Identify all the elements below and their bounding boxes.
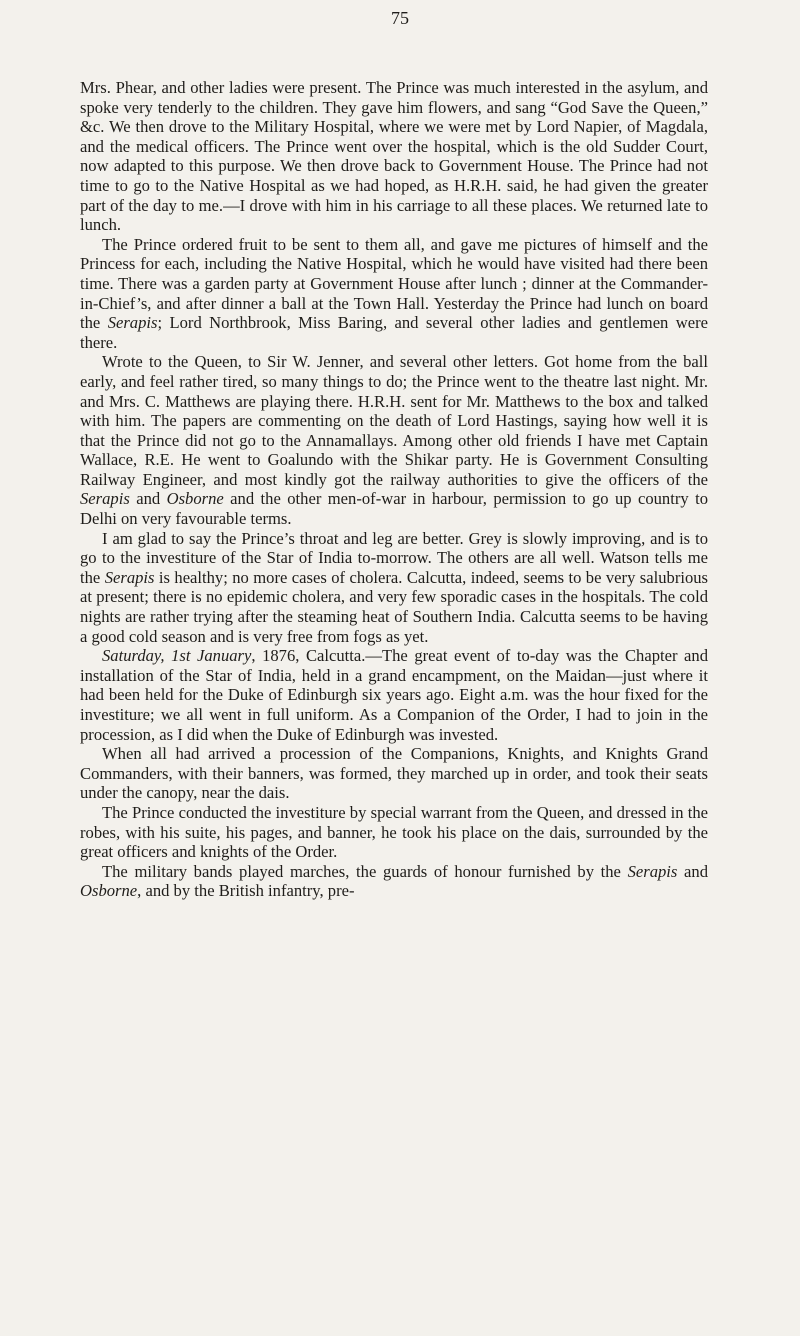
paragraph: [80, 744, 708, 803]
paragraph-text: The Prince ordered fruit to be sent to them all, and gave me pictures of himself and the Princess for each, including the Native Hospital, which he would have visited had there been time. There was a garden party at Government House after lunch ; dinner at the Commander-in-Chief’s, and after dinner a ball at the Town Hall. Yesterday the Prince had lunch on board the: [80, 234, 708, 333]
paragraph-text: is healthy; no more cases of cholera. Calcutta, indeed, seems to be very salubrious at present; there is no epidemic cholera, and very few sporadic cases in the hospitals. The cold nights are rather trying after the steaming heat of Southern India. Calcutta seems to be having a good cold season and is very free from fogs as yet.: [80, 567, 709, 646]
paragraph-text: , 1876, Calcutta.—The great event of to-day was the Chapter and installation of the Star of India, held in a grand encampment, on the Maidan—just where it had been held for the Duke of Edinburgh six years ago. Eight a.m. was the hour fixed for the investiture; we all went in full uniform. As a Companion of the Order, I had to join in the procession, as I did when the Duke of Edinburgh was invested.: [80, 646, 708, 744]
paragraph-text: I am glad to say the Prince’s throat and leg are better. Grey is slowly improving, and is to go to the investiture of the Star of India to-morrow. The others are all well. Watson tells me the: [80, 528, 708, 587]
paragraph: [80, 646, 708, 744]
dateline: Saturday, 1st January: [102, 646, 252, 666]
page-number: 75: [391, 8, 409, 28]
paragraph: [80, 78, 708, 235]
paragraph: [80, 862, 708, 901]
ship-name: Osborne: [166, 489, 224, 509]
paragraph-text: and: [677, 861, 709, 881]
text-body: [80, 78, 708, 901]
paragraph: [80, 529, 708, 647]
ship-name: Serapis: [80, 489, 130, 509]
paragraph: [80, 352, 708, 528]
paragraph: [80, 235, 708, 353]
ship-name: Serapis: [104, 567, 155, 587]
paragraph-text: Mrs. Phear, and other ladies were present. The Prince was much interested in the asylum, and spoke very tenderly to the children. They gave him flowers, and sang “God Save the Queen,” &c. We then drove to the Military Hospital, where we were met by Lord Napier, of Magdala, and the medical officers. The Prince went over the hospital, which is the old Sudder Court, now adapted to this purpose. We then drove back to Government House. The Prince had not time to go to the Native Hospital as we had hoped, as H.R.H. said, he had given the greater part of the day to me.—I drove with him in his carriage to all these places. We returned late to lunch.: [80, 78, 708, 235]
paragraph-text: ; Lord Northbrook, Miss Baring, and several other ladies and gentlemen were there.: [80, 313, 708, 352]
ship-name: Serapis: [107, 313, 158, 333]
paragraph-text: and: [129, 489, 167, 509]
paragraph-text: When all had arrived a procession of the Companions, Knights, and Knights Grand Commanders, with their banners, was formed, they marched up in order, and took their seats under the canopy, near the dais.: [80, 744, 708, 803]
paragraph-text: The Prince conducted the investiture by special warrant from the Queen, and dressed in the robes, with his suite, his pages, and banner, he took his place on the dais, surrounded by the great officers and knights of the Order.: [80, 802, 708, 862]
paragraph: [80, 803, 708, 862]
paragraph-text: and the other men-of-war in harbour, permission to go up country to Delhi on very favourable terms.: [80, 489, 708, 529]
ship-name: Osborne: [80, 881, 138, 901]
paragraph-text: Wrote to the Queen, to Sir W. Jenner, and several other letters. Got home from the ball early, and feel rather tired, so many things to do; the Prince went to the theatre last night. Mr. and Mrs. C. Matthews are playing there. H.R.H. sent for Mr. Matthews to the box and talked with him. The papers are commenting on the death of Lord Hastings, saying how well it is that the Prince did not go to the Annamallays. Among other old friends I have met Captain Wallace, R.E. He went to Goalundo with the Shikar party. He is Government Consulting Railway Engineer, and most kindly got the railway authorities to give the officers of the: [80, 352, 708, 489]
ship-name: Serapis: [627, 861, 678, 881]
paragraph-text: The military bands played marches, the guards of honour furnished by the: [102, 861, 628, 881]
paragraph-text: , and by the British infantry, pre-: [137, 881, 355, 901]
